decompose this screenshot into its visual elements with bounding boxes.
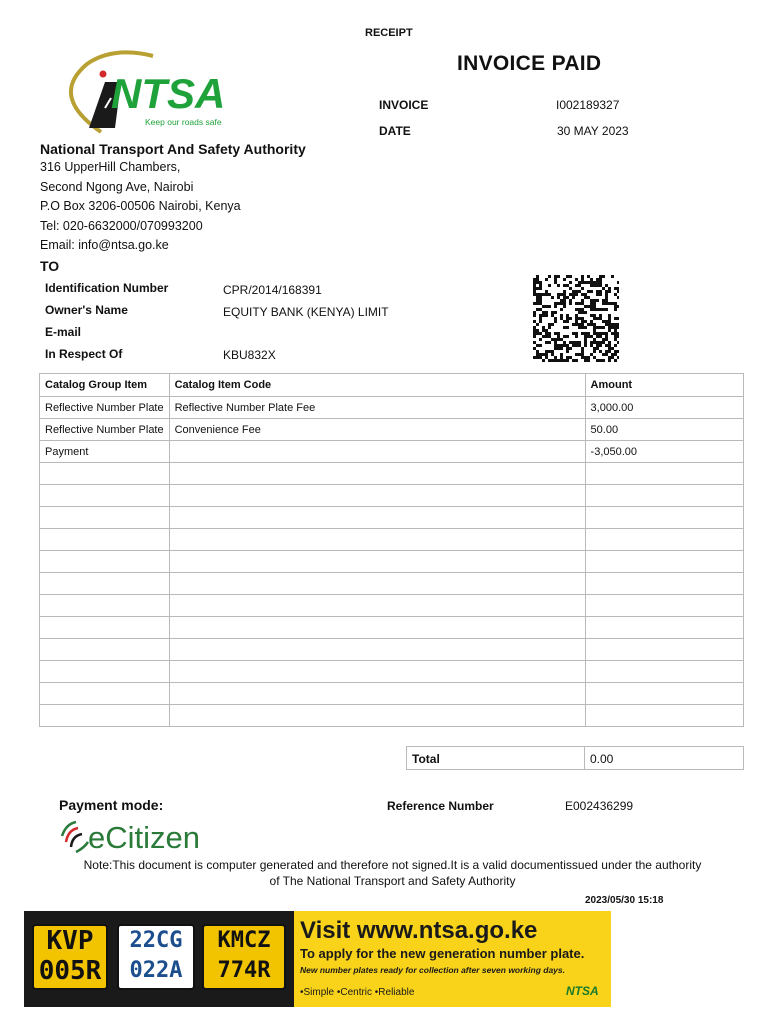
plate-bottom-text: 022A bbox=[129, 958, 183, 983]
column-header: Catalog Item Code bbox=[169, 374, 585, 397]
logo-tagline: Keep our roads safe bbox=[145, 117, 222, 127]
table-cell bbox=[585, 683, 743, 705]
table-cell bbox=[585, 529, 743, 551]
table-cell bbox=[585, 551, 743, 573]
table-cell bbox=[40, 507, 170, 529]
table-row bbox=[40, 507, 744, 529]
table-cell bbox=[169, 551, 585, 573]
table-cell bbox=[585, 705, 743, 727]
table-cell: Reflective Number Plate Fee bbox=[169, 397, 585, 419]
column-header: Catalog Group Item bbox=[40, 374, 170, 397]
reference-number-label: Reference Number bbox=[387, 799, 494, 813]
table-row bbox=[40, 397, 744, 419]
table-cell: Payment bbox=[40, 441, 170, 463]
table-row bbox=[40, 661, 744, 683]
table-row bbox=[40, 441, 744, 463]
table-cell bbox=[585, 595, 743, 617]
ntsa-logo bbox=[55, 50, 240, 135]
address-line: 316 UpperHill Chambers, bbox=[40, 160, 181, 174]
number-plate bbox=[32, 924, 108, 990]
in-respect-of-value: KBU832X bbox=[223, 348, 276, 362]
table-cell: Reflective Number Plate bbox=[40, 397, 170, 419]
invoice-date: 30 MAY 2023 bbox=[557, 124, 629, 138]
table-cell bbox=[40, 705, 170, 727]
date-label: DATE bbox=[379, 124, 411, 138]
note-line: of The National Transport and Safety Authority bbox=[269, 874, 516, 888]
banner-motto: •Simple •Centric •Reliable bbox=[300, 987, 415, 998]
banner-ntsa-logo: NTSA bbox=[566, 984, 599, 998]
table-cell bbox=[585, 507, 743, 529]
table-cell bbox=[40, 617, 170, 639]
table-cell bbox=[169, 639, 585, 661]
print-timestamp: 2023/05/30 15:18 bbox=[585, 895, 664, 906]
address-line: Tel: 020-6632000/070993200 bbox=[40, 219, 203, 233]
number-plate bbox=[202, 924, 286, 990]
plate-bottom-text: 774R bbox=[217, 958, 271, 983]
table-row bbox=[40, 705, 744, 727]
table-row bbox=[40, 595, 744, 617]
email-label: E-mail bbox=[45, 325, 82, 339]
table-row bbox=[40, 463, 744, 485]
identification-number-label: Identification Number bbox=[45, 281, 169, 295]
items-table bbox=[39, 373, 744, 727]
column-header: Amount bbox=[585, 374, 743, 397]
plate-top-text: KVP bbox=[46, 926, 94, 956]
table-cell bbox=[169, 573, 585, 595]
table-cell bbox=[585, 661, 743, 683]
table-row bbox=[40, 529, 744, 551]
qr-code bbox=[533, 273, 619, 363]
table-row bbox=[40, 551, 744, 573]
number-plate bbox=[117, 924, 195, 990]
table-cell bbox=[40, 683, 170, 705]
table-cell bbox=[169, 683, 585, 705]
total-value: 0.00 bbox=[584, 746, 744, 770]
plate-bottom-text: 005R bbox=[38, 956, 102, 986]
note-line: Note:This document is computer generated and therefore not signed.It is a valid documentissued under the authority bbox=[83, 858, 702, 872]
table-cell: 50.00 bbox=[585, 419, 743, 441]
table-cell bbox=[585, 485, 743, 507]
address-line: P.O Box 3206-00506 Nairobi, Kenya bbox=[40, 199, 241, 213]
plate-top-text: 22CG bbox=[129, 928, 183, 953]
ntsa-plates-banner bbox=[24, 911, 611, 1007]
table-cell bbox=[40, 595, 170, 617]
table-cell: 3,000.00 bbox=[585, 397, 743, 419]
banner-headline: Visit www.ntsa.go.ke bbox=[300, 917, 538, 944]
table-row bbox=[40, 617, 744, 639]
table-cell bbox=[40, 463, 170, 485]
table-row bbox=[40, 573, 744, 595]
payment-mode-label: Payment mode: bbox=[59, 797, 164, 813]
table-row bbox=[40, 485, 744, 507]
invoice-label: INVOICE bbox=[379, 98, 429, 112]
in-respect-of-label: In Respect Of bbox=[45, 347, 123, 361]
address-line: Second Ngong Ave, Nairobi bbox=[40, 180, 194, 194]
table-row bbox=[40, 639, 744, 661]
table-cell bbox=[169, 595, 585, 617]
owner-name-label: Owner's Name bbox=[45, 303, 128, 317]
table-cell bbox=[169, 485, 585, 507]
authority-note bbox=[40, 857, 745, 889]
to-heading: TO bbox=[40, 258, 60, 274]
table-cell bbox=[40, 639, 170, 661]
table-header-row bbox=[40, 374, 744, 397]
table-cell bbox=[169, 463, 585, 485]
email-line: Email: info@ntsa.go.ke bbox=[40, 238, 169, 252]
plate-top-text: KMCZ bbox=[217, 928, 271, 953]
ecitizen-wordmark: eCitizen bbox=[88, 820, 200, 855]
total-label: Total bbox=[406, 746, 585, 770]
table-row bbox=[40, 419, 744, 441]
table-cell bbox=[169, 617, 585, 639]
table-cell bbox=[40, 661, 170, 683]
logo-wordmark: NTSA bbox=[111, 70, 226, 117]
banner-small-line: New number plates ready for collection after seven working days. bbox=[300, 965, 565, 975]
table-cell bbox=[585, 463, 743, 485]
table-cell bbox=[40, 485, 170, 507]
table-cell bbox=[169, 661, 585, 683]
table-cell: Convenience Fee bbox=[169, 419, 585, 441]
table-cell bbox=[585, 617, 743, 639]
ecitizen-logo bbox=[58, 816, 238, 856]
table-cell bbox=[40, 573, 170, 595]
banner-subline: To apply for the new generation number plate. bbox=[300, 946, 585, 961]
table-cell bbox=[169, 441, 585, 463]
table-cell: -3,050.00 bbox=[585, 441, 743, 463]
organization-name: National Transport And Safety Authority bbox=[40, 141, 306, 157]
table-cell bbox=[169, 529, 585, 551]
table-cell bbox=[585, 573, 743, 595]
table-cell bbox=[40, 529, 170, 551]
table-cell bbox=[585, 639, 743, 661]
table-cell: Reflective Number Plate bbox=[40, 419, 170, 441]
owner-name-value: EQUITY BANK (KENYA) LIMIT bbox=[223, 305, 389, 319]
table-cell bbox=[169, 507, 585, 529]
identification-number-value: CPR/2014/168391 bbox=[223, 283, 322, 297]
receipt-label: RECEIPT bbox=[365, 27, 413, 39]
invoice-number: I002189327 bbox=[556, 98, 620, 112]
table-cell bbox=[40, 551, 170, 573]
reference-number-value: E002436299 bbox=[565, 799, 634, 813]
table-row bbox=[40, 683, 744, 705]
ecitizen-emblem-icon bbox=[62, 822, 88, 852]
table-cell bbox=[169, 705, 585, 727]
invoice-status-title: INVOICE PAID bbox=[457, 52, 602, 75]
